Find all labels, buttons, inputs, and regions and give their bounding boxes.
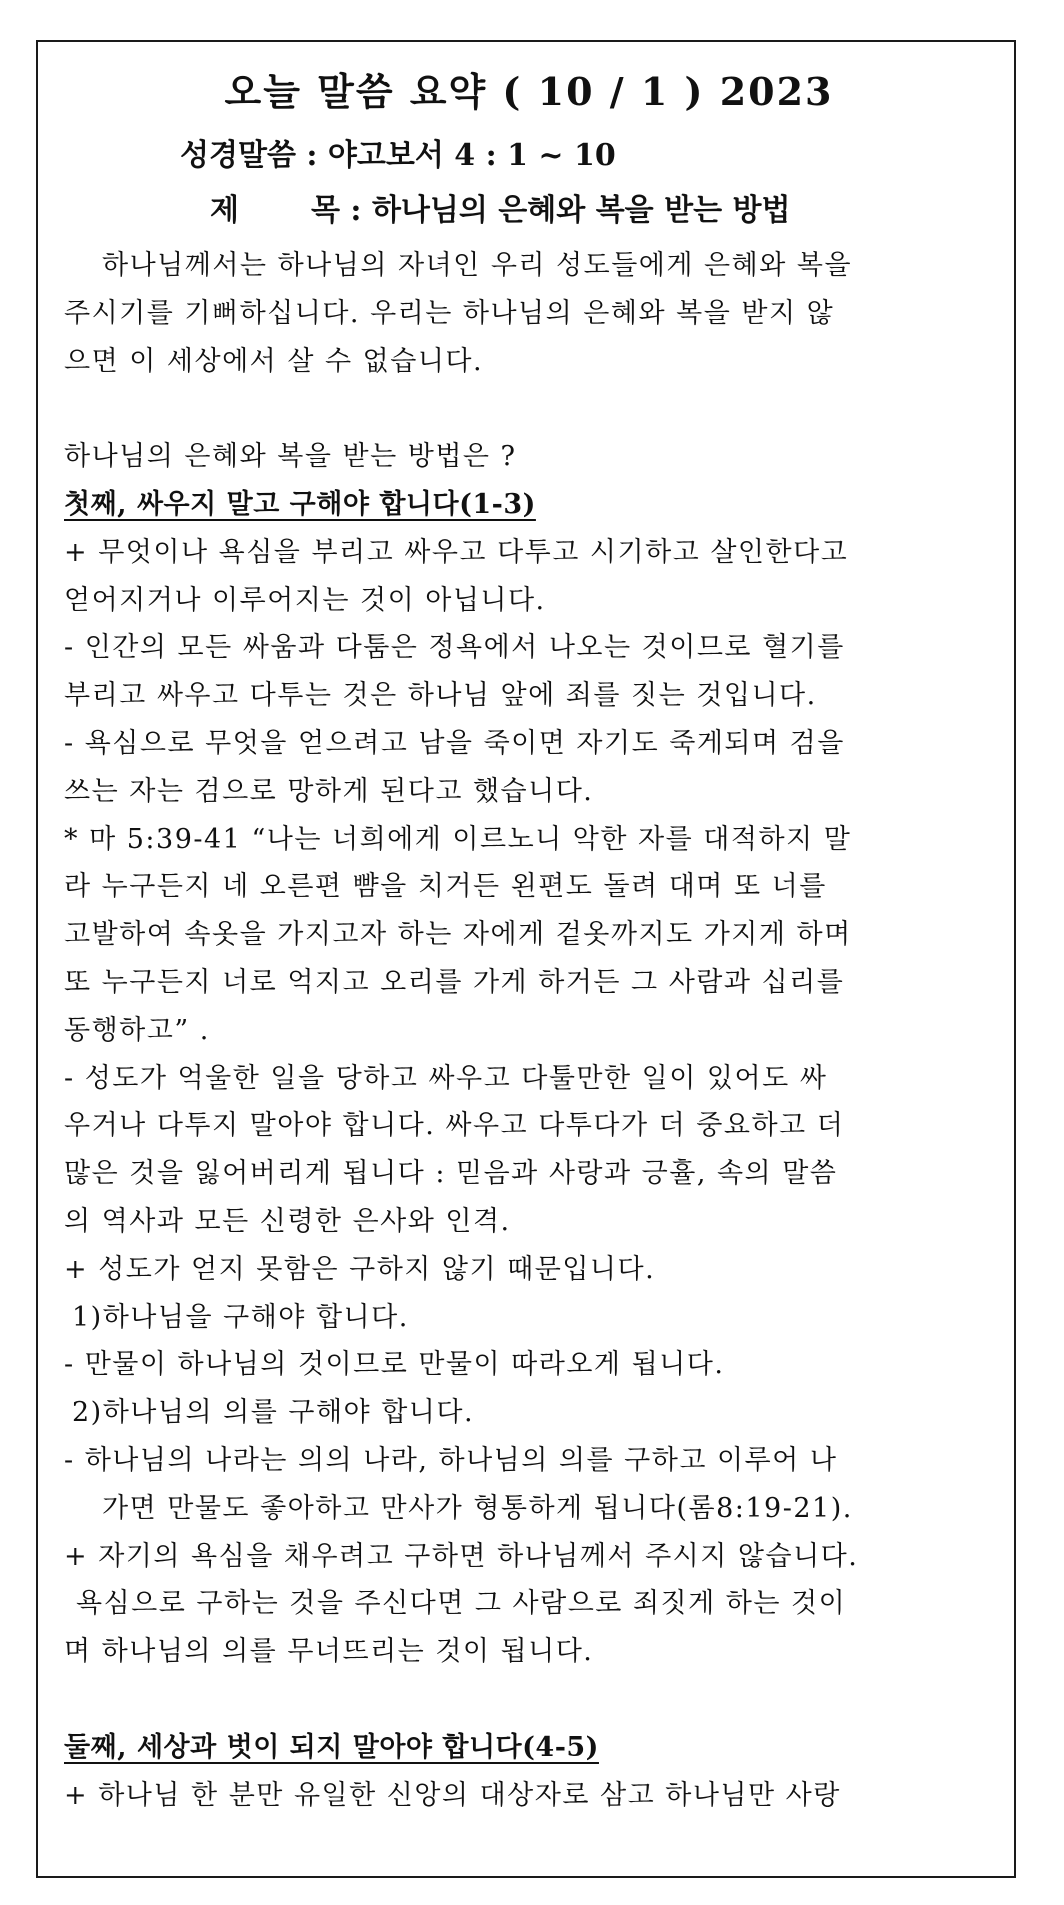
body-line: - 하나님의 나라는 의의 나라, 하나님의 의를 구하고 이루어 나 <box>64 1444 838 1476</box>
body-line: 며 하나님의 의를 무너뜨리는 것이 됩니다. <box>64 1636 594 1668</box>
body-line: 욕심으로 구하는 것을 주신다면 그 사람으로 죄짓게 하는 것이 <box>76 1588 847 1620</box>
body-line: + 자기의 욕심을 채우려고 구하면 하나님께서 주시지 않습니다. <box>64 1540 859 1572</box>
blank-line <box>64 1676 994 1724</box>
body-line: 얻어지거나 이루어지는 것이 아닙니다. <box>64 584 546 616</box>
body-line: * 마 5:39-41 “나는 너희에게 이르노니 악한 자를 대적하지 말 <box>64 823 852 855</box>
body-line: - 만물이 하나님의 것이므로 만물이 따라오게 됩니다. <box>64 1349 725 1381</box>
body-line: + 성도가 얻지 못함은 구하지 않기 때문입니다. <box>64 1253 656 1285</box>
body-line: 부리고 싸우고 다투는 것은 하나님 앞에 죄를 짓는 것입니다. <box>64 680 817 712</box>
intro-line: 으면 이 세상에서 살 수 없습니다. <box>64 345 484 377</box>
body-line: 2)하나님의 의를 구해야 합니다. <box>72 1397 475 1429</box>
section-heading-first-text: 첫째, 싸우지 말고 구해야 합니다(1-3) <box>64 488 536 520</box>
section-heading-second <box>64 1724 994 1772</box>
section-heading-first <box>64 481 994 529</box>
body-line: 라 누구든지 네 오른편 뺨을 치거든 왼편도 돌려 대며 또 너를 <box>64 871 827 903</box>
body-line: - 인간의 모든 싸움과 다툼은 정욕에서 나오는 것이므로 혈기를 <box>64 632 845 664</box>
body-line: 의 역사과 모든 신령한 은사와 인격. <box>64 1205 511 1237</box>
section-heading-second-text: 둘째, 세상과 벗이 되지 말아야 합니다(4-5) <box>64 1731 599 1763</box>
body-line: - 성도가 억울한 일을 당하고 싸우고 다툴만한 일이 있어도 싸 <box>64 1062 828 1094</box>
body-text <box>64 242 994 1819</box>
subject-label-right: 목 <box>310 193 340 228</box>
question-line: 하나님의 은혜와 복을 받는 방법은 ? <box>64 441 517 473</box>
subject-value: : 하나님의 은혜와 복을 받는 방법 <box>350 193 791 228</box>
body-line: + 무엇이나 욕심을 부리고 싸우고 다투고 시기하고 살인한다고 <box>64 536 849 568</box>
page-title: 오늘 말씀 요약 ( 10 / 1 ) 2023 <box>224 69 834 114</box>
subject-label-left: 제 <box>210 193 239 228</box>
body-line: 1)하나님을 구해야 합니다. <box>72 1301 409 1333</box>
body-line: 쓰는 자는 검으로 망하게 된다고 했습니다. <box>64 775 594 807</box>
body-line: 또 누구든지 너로 억지고 오리를 가게 하거든 그 사람과 십리를 <box>64 966 845 998</box>
scripture-label: 성경말씀 <box>180 138 296 173</box>
scripture-line <box>64 128 994 183</box>
body-line: 동행하고” . <box>64 1014 210 1046</box>
body-line: 많은 것을 잃어버리게 됩니다 : 믿음과 사랑과 긍휼, 속의 말씀 <box>64 1158 838 1190</box>
intro-line: 주시기를 기뻐하십니다. 우리는 하나님의 은혜와 복을 받지 않 <box>64 297 835 329</box>
subject-line <box>64 183 994 238</box>
intro-line: 하나님께서는 하나님의 자녀인 우리 성도들에게 은혜와 복을 <box>102 250 853 281</box>
body-line: 고발하여 속옷을 가지고자 하는 자에게 겉옷까지도 가지게 하며 <box>64 919 852 951</box>
sermon-summary <box>64 62 994 1819</box>
body-line: 가면 만물도 좋아하고 만사가 형통하게 됩니다(롬8:19-21). <box>102 1492 853 1524</box>
body-line: + 하나님 한 분만 유일한 신앙의 대상자로 삼고 하나님만 사랑 <box>64 1779 841 1811</box>
body-line: 우거나 다투지 말아야 합니다. 싸우고 다투다가 더 중요하고 더 <box>64 1110 845 1142</box>
scripture-value: : 야고보서 4 : 1 ~ 10 <box>306 138 616 173</box>
blank-line <box>64 385 994 433</box>
body-line: - 욕심으로 무엇을 얻으려고 남을 죽이면 자기도 죽게되며 검을 <box>64 727 845 759</box>
